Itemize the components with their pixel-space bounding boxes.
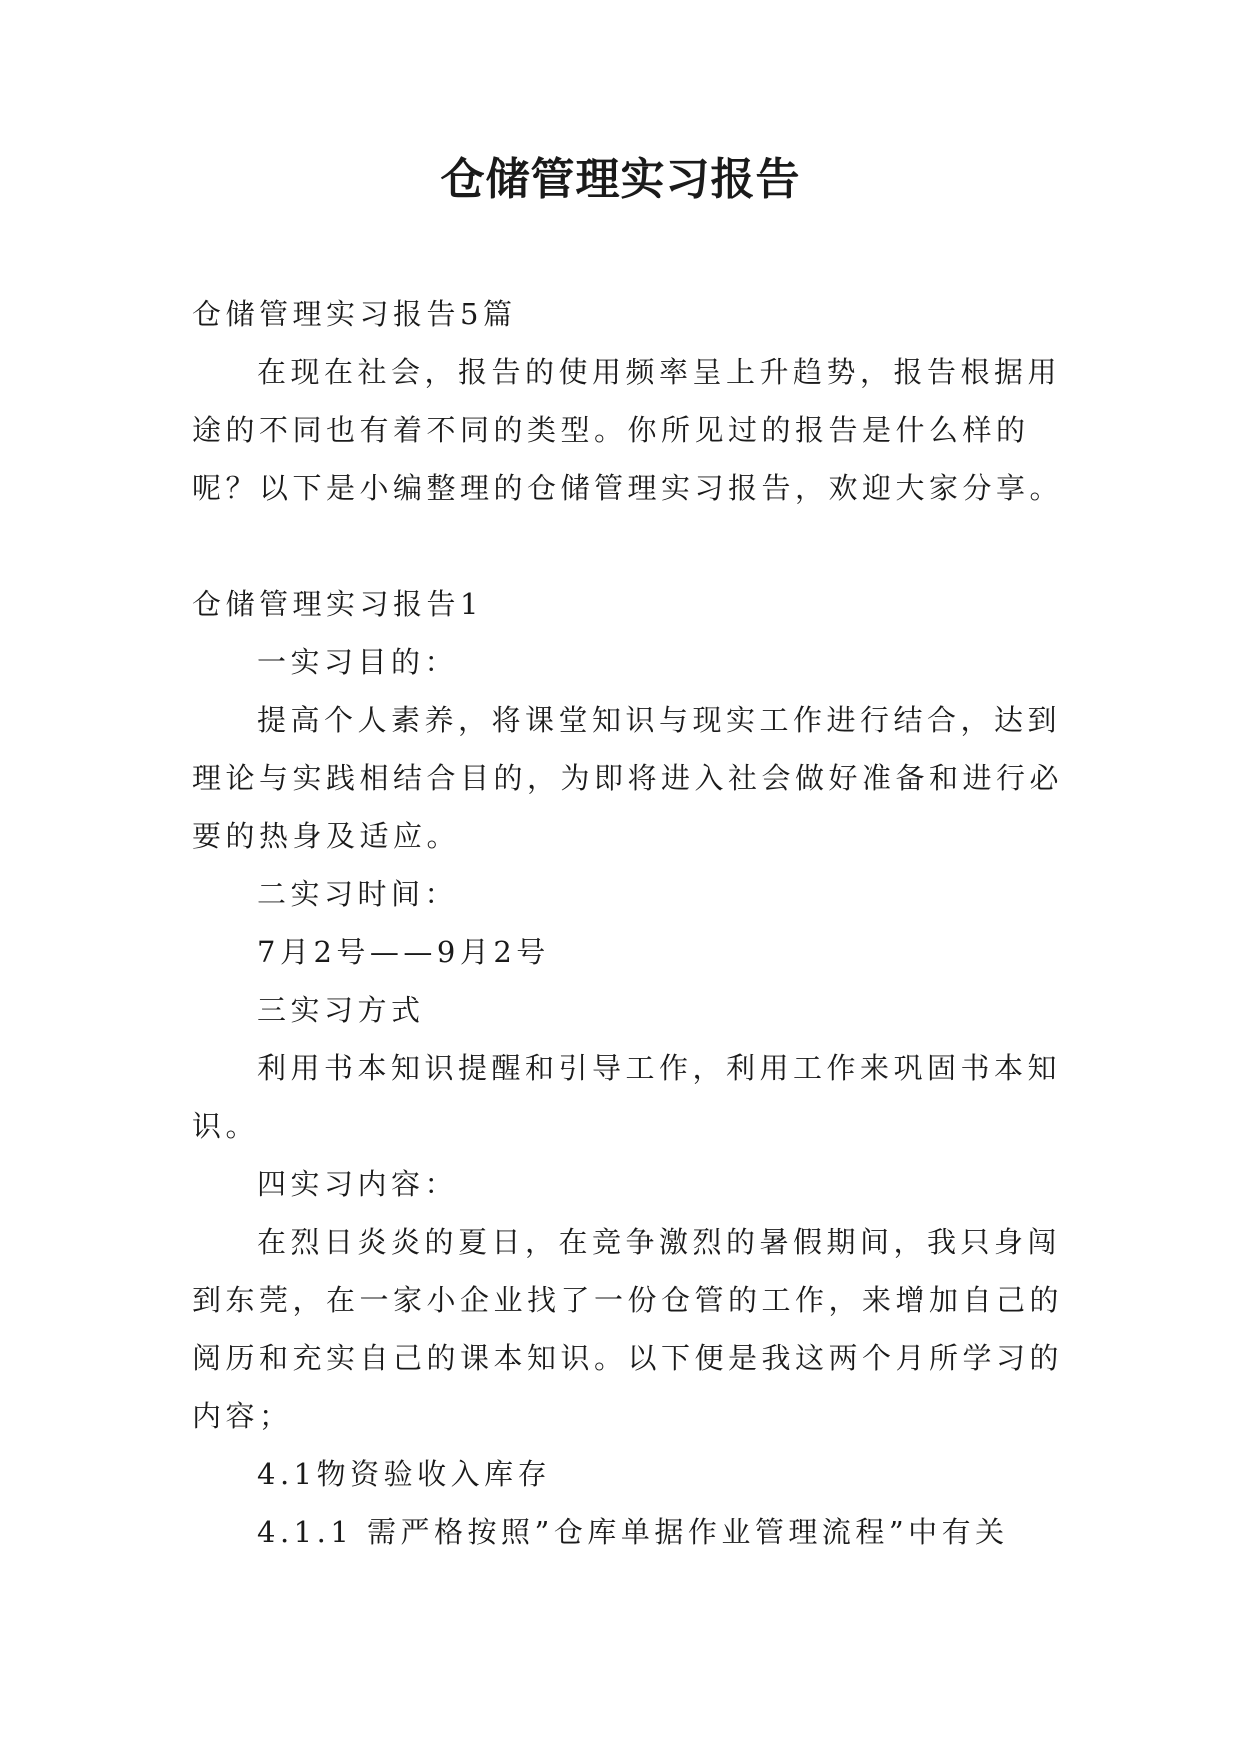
text-line: 内容； [192,1399,293,1433]
text-line: 阅历和充实自己的课本知识。以下便是我这两个月所学习的 [192,1341,1064,1375]
text-line: 要的热身及适应。 [192,819,461,853]
text-line: 二实习时间： [257,877,459,911]
text-line: 仓储管理实习报告5篇 [192,297,517,331]
text-line: 提高个人素养，将课堂知识与现实工作进行结合，达到 [257,703,1062,737]
text-line: 4.1物资验收入库存 [257,1457,552,1491]
text-line: 识。 [192,1109,260,1143]
text-line: 仓储管理实习报告1 [192,587,483,621]
text-line: 四实习内容： [257,1167,459,1201]
text-line: 一实习目的： [257,645,459,679]
text-line: 到东莞，在一家小企业找了一份仓管的工作，来增加自己的 [192,1283,1064,1317]
text-line: 4.1.1 需严格按照”仓库单据作业管理流程”中有关 [257,1515,1009,1549]
text-line: 呢？以下是小编整理的仓储管理实习报告，欢迎大家分享。 [192,471,1064,505]
document-body [192,285,1072,1561]
text-line: 途的不同也有着不同的类型。你所见过的报告是什么样的 [192,413,1030,447]
text-line: 利用书本知识提醒和引导工作，利用工作来巩固书本知 [257,1051,1062,1085]
paragraph-gap [192,517,1072,575]
document-title: 仓储管理实习报告 [440,154,801,205]
text-line: 在烈日炎炎的夏日，在竞争激烈的暑假期间，我只身闯 [257,1225,1062,1259]
text-line: 在现在社会，报告的使用频率呈上升趋势，报告根据用 [257,355,1062,389]
text-line: 三实习方式 [257,993,425,1027]
text-line: 理论与实践相结合目的，为即将进入社会做好准备和进行必 [192,761,1064,795]
text-line: 7月2号——9月2号 [257,935,550,969]
